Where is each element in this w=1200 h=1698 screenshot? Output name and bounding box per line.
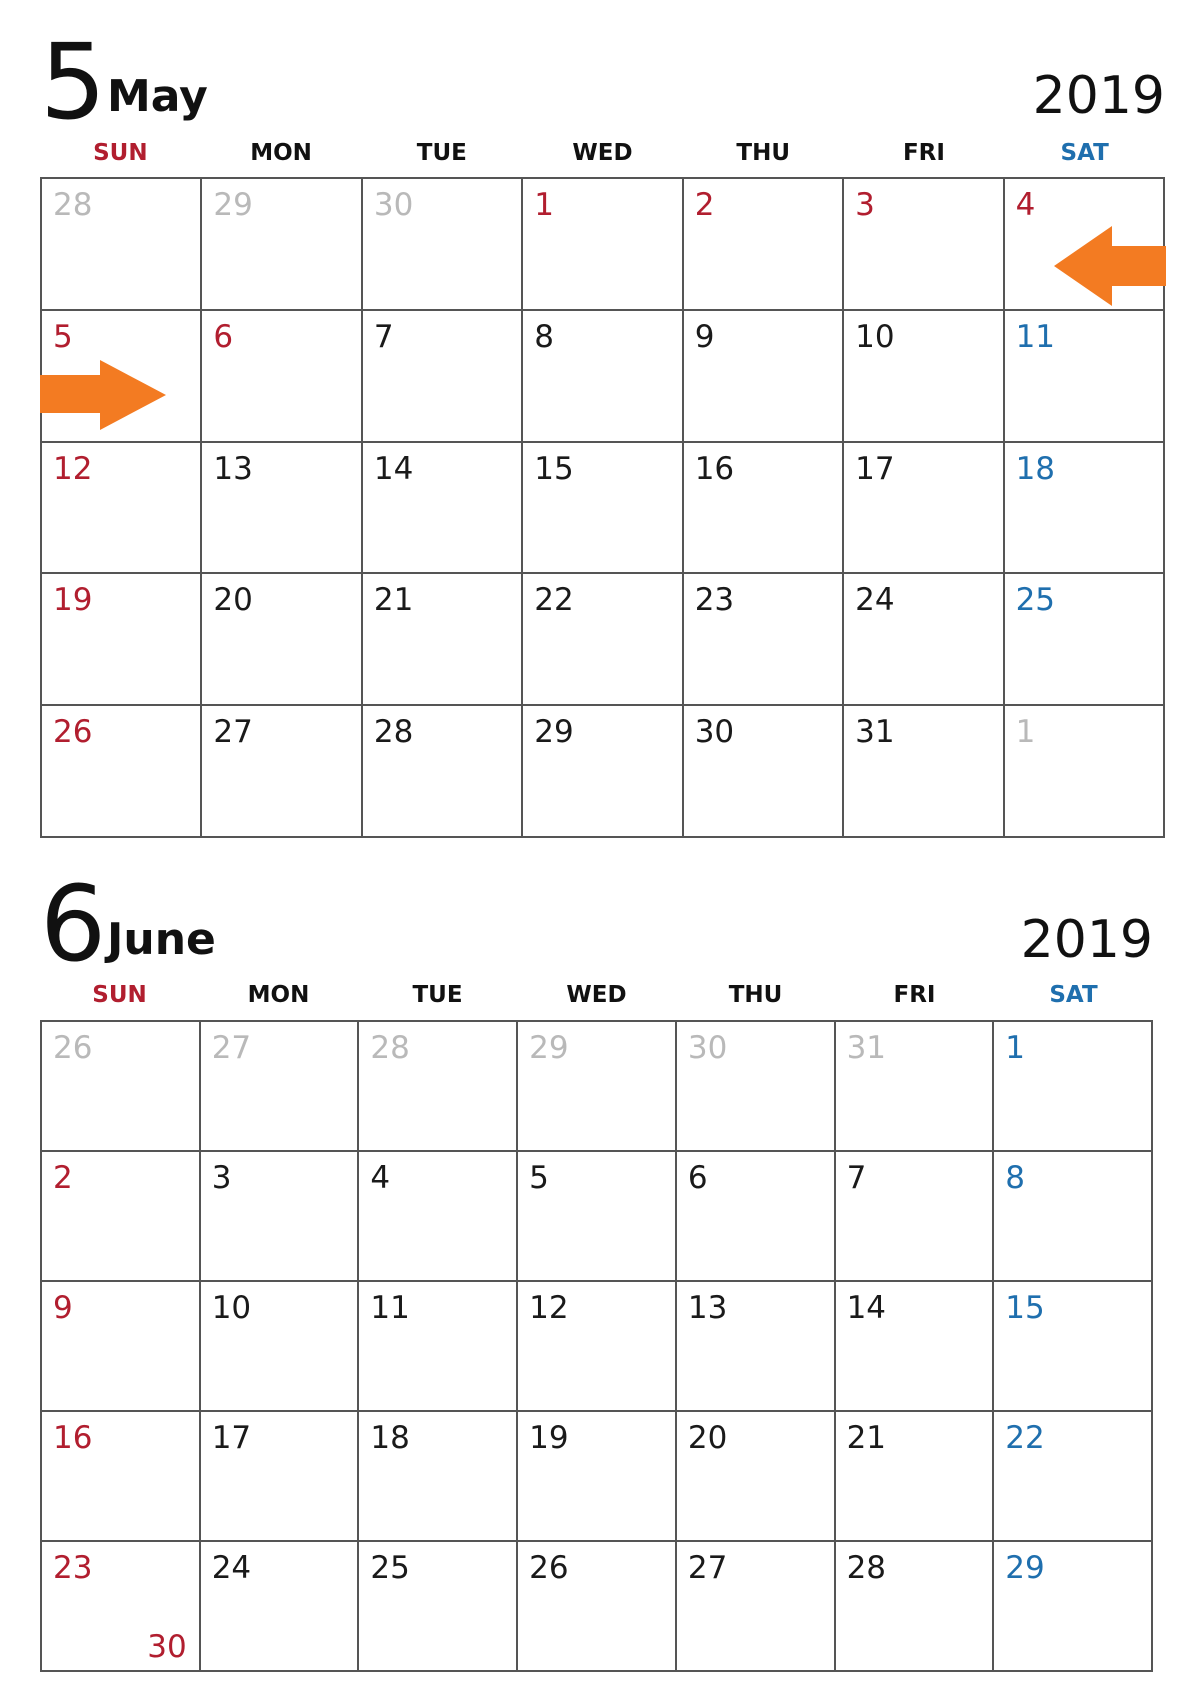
day-cell — [202, 311, 362, 443]
day-cell — [684, 311, 844, 443]
day-number: 28 — [373, 714, 414, 751]
day-number: 25 — [1015, 582, 1056, 619]
day-number: 22 — [534, 582, 574, 619]
day-cell — [42, 443, 202, 575]
day-cell — [836, 1282, 995, 1412]
day-cell — [684, 574, 844, 706]
day-number: 11 — [370, 1290, 410, 1326]
day-cell — [677, 1152, 836, 1282]
day-cell — [844, 179, 1004, 311]
month-name: June — [107, 914, 216, 965]
weekday-fri: FRI — [893, 982, 936, 1008]
day-number: 13 — [687, 1290, 728, 1326]
day-number: 17 — [855, 450, 895, 487]
day-number: 16 — [694, 450, 735, 487]
day-cell — [202, 443, 362, 575]
day-cell — [844, 706, 1004, 838]
day-number: 31 — [855, 714, 895, 751]
day-number: 18 — [370, 1420, 410, 1456]
day-cell — [1005, 706, 1165, 838]
day-cell — [518, 1542, 677, 1672]
day-number: 29 — [529, 1030, 569, 1066]
day-cell — [363, 179, 523, 311]
weekday-mon: MON — [250, 140, 312, 166]
day-number: 3 — [855, 187, 875, 223]
day-cell — [201, 1282, 360, 1412]
day-number: 15 — [1005, 1290, 1045, 1326]
day-cell — [684, 443, 844, 575]
day-cell — [677, 1282, 836, 1412]
arrow-right-icon — [40, 360, 166, 430]
day-number: 3 — [211, 1160, 232, 1196]
day-cell — [363, 574, 523, 706]
day-cell — [1005, 443, 1165, 575]
day-number: 2 — [53, 1160, 73, 1196]
day-cell — [677, 1412, 836, 1542]
weekday-tue: TUE — [416, 140, 467, 166]
day-number: 27 — [687, 1550, 728, 1586]
day-cell — [363, 706, 523, 838]
weekday-header — [40, 138, 1165, 168]
day-number: 27 — [213, 714, 253, 751]
day-number: 6 — [687, 1160, 708, 1196]
day-number: 29 — [534, 714, 574, 751]
day-grid — [40, 1020, 1153, 1672]
day-cell — [994, 1152, 1153, 1282]
day-cell — [994, 1022, 1153, 1152]
day-number: 27 — [211, 1030, 252, 1066]
day-number: 24 — [211, 1550, 252, 1586]
weekday-tue: TUE — [412, 982, 463, 1008]
day-cell — [202, 574, 362, 706]
day-number: 28 — [846, 1550, 887, 1586]
day-cell — [523, 443, 683, 575]
day-cell — [359, 1542, 518, 1672]
day-cell — [42, 1022, 201, 1152]
weekday-thu: THU — [736, 140, 791, 166]
day-number: 22 — [1005, 1420, 1045, 1456]
day-number: 29 — [213, 187, 253, 223]
year: 2019 — [1032, 66, 1165, 126]
day-cell — [518, 1152, 677, 1282]
arrow-left-icon — [1054, 226, 1166, 306]
weekday-sun: SUN — [92, 982, 147, 1008]
day-cell — [42, 1542, 201, 1672]
day-number: 13 — [213, 450, 253, 487]
year: 2019 — [1020, 910, 1153, 970]
day-cell — [836, 1022, 995, 1152]
day-number: 8 — [1005, 1160, 1026, 1196]
day-number: 26 — [53, 714, 93, 751]
day-number: 11 — [1015, 318, 1056, 355]
day-number: 23 — [53, 1550, 93, 1586]
day-number: 2 — [694, 187, 715, 223]
weekday-sat: SAT — [1049, 982, 1098, 1008]
day-number: 30 — [694, 714, 735, 751]
day-cell — [684, 706, 844, 838]
day-cell — [359, 1152, 518, 1282]
day-number: 19 — [529, 1420, 569, 1456]
day-number: 5 — [53, 318, 73, 355]
day-number: 26 — [529, 1550, 569, 1586]
day-number: 12 — [53, 450, 93, 487]
day-cell — [201, 1152, 360, 1282]
day-number: 30 — [687, 1030, 728, 1066]
weekday-sun: SUN — [93, 140, 148, 166]
day-number: 20 — [687, 1420, 728, 1456]
day-number: 9 — [694, 318, 715, 355]
day-number: 19 — [53, 582, 93, 619]
day-cell — [994, 1542, 1153, 1672]
day-number: 23 — [694, 582, 735, 619]
day-number: 26 — [53, 1030, 93, 1066]
day-number: 24 — [855, 582, 895, 619]
day-number: 21 — [373, 582, 414, 619]
day-cell — [202, 706, 362, 838]
day-cell — [836, 1542, 995, 1672]
day-cell — [677, 1542, 836, 1672]
day-number: 14 — [373, 450, 414, 487]
weekday-header — [40, 980, 1153, 1010]
day-cell — [523, 574, 683, 706]
day-grid — [40, 177, 1165, 838]
month-number: 6 — [40, 863, 105, 985]
day-cell — [1005, 574, 1165, 706]
day-cell — [42, 1282, 201, 1412]
day-number: 6 — [213, 318, 234, 355]
day-number: 7 — [846, 1160, 867, 1196]
day-cell — [518, 1282, 677, 1412]
day-cell — [42, 1152, 201, 1282]
day-number: 9 — [53, 1290, 73, 1326]
calendar-may — [40, 21, 1165, 838]
day-cell — [523, 706, 683, 838]
day-cell — [202, 179, 362, 311]
day-number: 31 — [846, 1030, 887, 1066]
day-number: 29 — [1005, 1550, 1045, 1586]
day-number: 1 — [1005, 1030, 1026, 1066]
day-cell — [523, 179, 683, 311]
day-number: 5 — [529, 1160, 549, 1196]
weekday-thu: THU — [728, 982, 783, 1008]
day-number: 15 — [534, 450, 574, 487]
day-cell — [523, 311, 683, 443]
day-cell — [359, 1282, 518, 1412]
calendar-june — [40, 863, 1153, 1672]
day-number: 7 — [373, 318, 394, 355]
day-number: 14 — [846, 1290, 887, 1326]
day-cell — [42, 179, 202, 311]
day-number: 10 — [211, 1290, 252, 1326]
day-cell — [1005, 311, 1165, 443]
weekday-wed: WED — [566, 982, 627, 1008]
day-cell — [42, 574, 202, 706]
day-cell — [359, 1022, 518, 1152]
weekday-sat: SAT — [1060, 140, 1109, 166]
weekday-fri: FRI — [902, 140, 945, 166]
day-cell — [42, 1412, 201, 1542]
day-cell — [201, 1022, 360, 1152]
day-number: 25 — [370, 1550, 410, 1586]
day-cell — [844, 311, 1004, 443]
day-cell — [518, 1022, 677, 1152]
day-cell — [684, 179, 844, 311]
day-number: 21 — [846, 1420, 887, 1456]
day-number: 17 — [211, 1420, 252, 1456]
weekday-mon: MON — [247, 982, 310, 1008]
day-number: 1 — [1015, 714, 1036, 751]
day-number: 1 — [534, 187, 555, 223]
day-number: 4 — [1015, 187, 1036, 223]
day-number: 12 — [529, 1290, 569, 1326]
day-cell — [677, 1022, 836, 1152]
day-number: 28 — [53, 187, 93, 223]
day-cell — [42, 706, 202, 838]
day-number-extra: 30 — [147, 1628, 187, 1665]
day-cell — [836, 1412, 995, 1542]
day-number: 10 — [855, 318, 895, 355]
day-cell — [359, 1412, 518, 1542]
day-cell — [844, 574, 1004, 706]
month-name: May — [107, 71, 208, 122]
day-cell — [518, 1412, 677, 1542]
day-cell — [201, 1542, 360, 1672]
day-number: 18 — [1015, 450, 1056, 487]
day-cell — [844, 443, 1004, 575]
day-number: 28 — [370, 1030, 410, 1066]
weekday-wed: WED — [572, 140, 633, 166]
day-number: 4 — [370, 1160, 391, 1196]
day-cell — [363, 443, 523, 575]
day-cell — [836, 1152, 995, 1282]
day-cell — [201, 1412, 360, 1542]
day-number: 16 — [53, 1420, 93, 1456]
day-number: 20 — [213, 582, 253, 619]
day-cell — [994, 1412, 1153, 1542]
day-number: 8 — [534, 318, 555, 355]
month-number: 5 — [40, 21, 105, 143]
day-cell — [363, 311, 523, 443]
day-number: 30 — [373, 187, 414, 223]
day-cell — [994, 1282, 1153, 1412]
